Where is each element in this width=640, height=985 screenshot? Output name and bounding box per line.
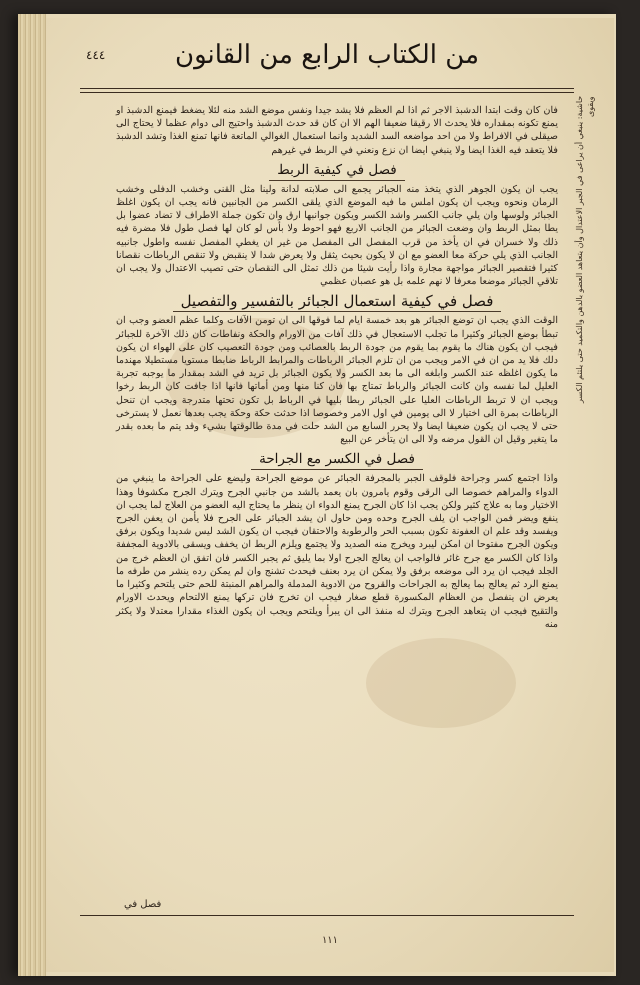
page-header xyxy=(80,36,574,86)
section-heading xyxy=(116,449,558,470)
paragraph: الوقت الذي يجب ان توضع الجبائر هو بعد خمسة ايام لما فوقها الى ان تومن الآفات وكلما عظم العضو وجب ان تبطأ بوضع الجبائر وكثيرا ما تجلب الاستعجال في ذلك آفات من الاورام والحكة ونفاطات كان ذلك الآخرة للجبائر فيجب ان يكون هناك ما يقوم بما يقوم من جودة الربط بالعصائب ومن جودة التعصيب كان على الهواء ان يكون دلك فلا يد من ان في الامر ويجب من ان تلزم الجبائر الرباطات والمرابط الرباط ضابطا مستويا مستطيلا مهندما ما يكون اغلظه عند الكسر وابلغه الى ما بعد الكسر ولا يكون الجبائر بل تريد في الشد بمقدار ما يوجبه تجربة العليل لما نفسه وان كانت الجبائر والرباط تمتاج بها فان كنا منها ومن أماتها فانها اذا جافت كان الربط رخوا ويجب ان لا تربط الرباطات العليا على الجبائر ربطا بليها في الرباط بل تكون تحتها متدرجة ويجب ان تنحل الرباطات بمرة الى اختيار لا الى يومين في اول الامر وخصوصا اذا حدثت حكة وحكة يجب بعدها نعمل لا يسترخى حتى لا يجب ان يكون ضعيفا ايضا ولا يحرر السابع من الشد حلت في مدة طالوقتها بشيء وقد يتم ما بعده بقدر ما يتغير وقيل ان القول مرضه ولا الى ان يتأخر عن البيع xyxy=(116,315,559,446)
header-rule-inner xyxy=(80,92,574,93)
section-heading xyxy=(116,291,558,312)
section-heading-text: فصل في كيفية استعمال الجبائر بالتفسير والتفصيل xyxy=(173,291,502,312)
header-rule xyxy=(80,88,574,89)
footer-rule xyxy=(80,915,574,916)
manuscript-page xyxy=(46,18,614,972)
catchword: فصل في xyxy=(124,899,162,910)
section-heading-text: فصل في الكسر مع الجراحة xyxy=(251,449,423,470)
margin-note: حاشية: ينبغي أن يراعى في الجبر الاعتدال وأن يتعاهد العضو بالدهن والتكميد حتى يلتئم الكسر ويقوى xyxy=(575,96,595,404)
page-edges xyxy=(18,14,46,976)
main-text xyxy=(116,104,558,912)
paragraph: واذا اجتمع كسر وجراحة فلوقف الجبر بالمجرفة الجبائر عن موضع الجراحة وليضع على الجراحة ما ينبغي من الدواء والمراهم خصوصا الى الرقى وقوم يامرون بان يعمد بالشد من جانبي الجرح ويترك الجرح مكشوفا وهذا الاختيار وما به علاج كثير ولكن يجب اذا كان الجرح يمنع الدواء ان ينظر ما يحتاج اليه العضو من العلاج لما يجب ان ينفع ويضر فمن الواجب ان يلف الجرح وحده ومن حاول ان يشد الجبائر على الجرح فلا يأمن ان يعفن الجرح ويفسد وقد علم ان العفونة تكون بسبب الحر والرطوبة والاحتقان فيجب ان يكون الشد ليس شديدا ويكون برفق ويكون الجرح مفتوحا ان امكن ليبرد ويخرج منه الصديد ولا يجتمع ويلزم الربط ان يخفف ويسقى بالادوية المجففة واذا كان الكسر مع جرح غائر فالواجب ان يعالج الجرح اولا بما يليق ثم يجبر الكسر فان اتفق ان العظم خرج من الجلد فيجب ان يرد الى موضعه برفق ولا يمكن ان يرد بعنف فيحدث تشنج وان لم يمكن رده ينشر من طرفه ما يمنع الرد ثم يعالج بما يعالج به الجراحات والقروح من الادوية المدملة والمراهم المنبتة للحم حتى يلتحم وكثيرا ما يعرض ان ينفصل من العظام المكسورة قطع صغار فيجب ان تخرج فان تركها يمنع الالتحام ويحدث الاورام والتقيح فيجب ان يتعاهد الجرح ويترك له منفذ الى ان يبرأ ويلتحم ويجب ان يكون الغذاء مقدارا معتدلا ولا يكثر منه xyxy=(116,473,558,630)
book xyxy=(18,14,616,976)
page-number-bottom: ١١١ xyxy=(321,935,339,946)
page-number-top: ٤٤٤ xyxy=(86,48,106,62)
paragraph: يجب ان يكون الجوهر الذي يتخذ منه الجبائر يجمع الى صلابته لدانة ولينا مثل القنى وخشب الدفلى وخشب الرمان ونحوه ويجب ان يكون املس ما فيه الموضع الذي يلقى الكسر من الجانبين فانه يجب ان يكون اغلظ الجبائر ولوسها وان يلي جانب الكسر واشد الكسر ويكون جوانبها ارق وان تكون جملة الاطراف لا تضاد عضوا بل يطا بمثل الربط وان وضعت الجبائر من الجانب الاربع فهو احوط ولا بأس لو كان لها فصل طول فلا مضرة فيه ذلك ولا خسران في ان يأخذ من قرب المفصل الى المفصل من غير ان يغطي المفصل نفسه واطول جانبيه الجانب الذي يلي حركة معا العضو مع ان لا يكون بحيث يثقل ولا يعرض شدا لا ينقبض ولا تنقص الرباطات نقصانا كثيرا فتقصير الجبائر مواجهة مجارة واذا رأيت شيئا من ذلك تمثل الى النقصان حتى تصيب الاعتدال ولا يجب ان تلاقي الجبائر موضعا معرفا لا نهم علمه بل هو عصبان عظمي xyxy=(116,183,558,288)
section-heading-text: فصل في كيفية الربط xyxy=(269,160,405,181)
section-heading xyxy=(116,160,558,181)
paragraph: فان كان وقت ابتدا الدشبذ الاجر ثم اذا لم العظم فلا يشد جيدا ونفس موضع الشد منه لئلا يضغط فيمنع الدشبذ او يمنع تكونه بمقداره فلا يحدث الا رقيقا ضعيفا الهم الا ان كان قد حدث الدشبذ واحتيج الى دوام عظما لا يحتاج الى صيقلى في الافراط ولا من احد مواضعه السد الشديد وانما استعمال الغوالي الماتعة فانها تمنع الغذا وتشد الدشبذ فلا يتعقد فيه الغذا ايضا ولا ينبغي ايضا ان نزع ونعني في الربط في غيرهم xyxy=(116,105,558,156)
page-title: من الكتاب الرابع من القانون xyxy=(174,40,479,70)
